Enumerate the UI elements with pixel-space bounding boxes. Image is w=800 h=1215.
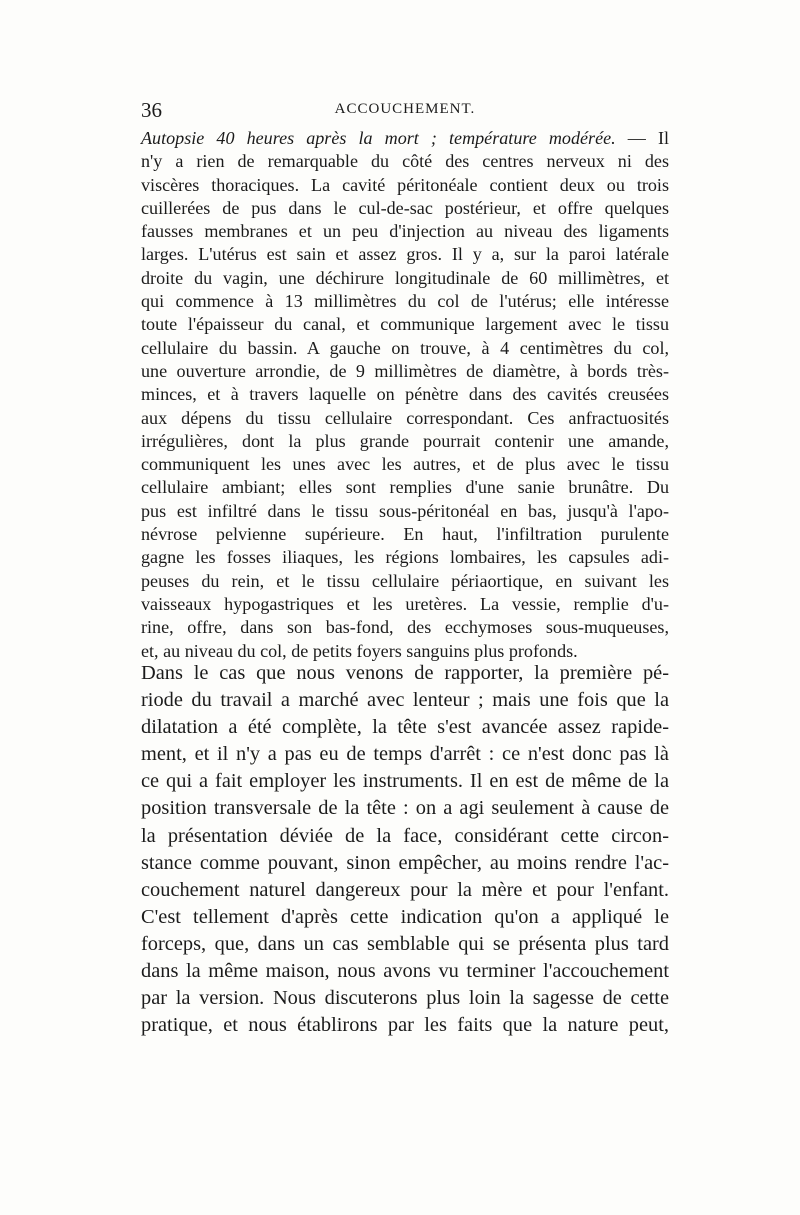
text-line: stance comme pouvant, sinon empêcher, au moins rendre l'ac- bbox=[141, 851, 669, 874]
text-line: viscères thoraciques. La cavité péritonéale contient deux ou trois bbox=[141, 174, 669, 195]
text-line: dilatation a été complète, la tête s'est avancée assez rapide- bbox=[141, 716, 669, 739]
text-line: communiquent les unes avec les autres, et de plus avec le tissu bbox=[141, 454, 669, 475]
text-line: forceps, que, dans un cas semblable qui se présenta plus tard bbox=[141, 932, 669, 955]
page-header bbox=[141, 98, 669, 122]
text-line: position transversale de la tête : on a agi seulement à cause de bbox=[141, 797, 669, 820]
text-line: pratique, et nous établirons par les faits que la nature peut, bbox=[141, 1014, 669, 1037]
text-line: vaisseaux hypogastriques et les uretères. La vessie, remplie d'u- bbox=[141, 593, 669, 614]
text-line: ment, et il n'y a pas eu de temps d'arrêt : ce n'est donc pas là bbox=[141, 743, 669, 766]
text-line: couchement naturel dangereux pour la mère et pour l'enfant. bbox=[141, 878, 669, 901]
text-line: qui commence à 13 millimètres du col de l'utérus; elle intéresse bbox=[141, 291, 669, 312]
text-line: ce qui a fait employer les instruments. Il en est de même de la bbox=[141, 770, 669, 793]
text-line: cuillerées de pus dans le cul-de-sac postérieur, et offre quelques bbox=[141, 197, 669, 218]
text-line: cellulaire ambiant; elles sont remplies d'une sanie brunâtre. Du bbox=[141, 477, 669, 498]
text-line bbox=[141, 127, 669, 150]
text-line: rine, offre, dans son bas-fond, des ecchymoses sous-muqueuses, bbox=[141, 617, 669, 638]
text-line: névrose pelvienne supérieure. En haut, l'infiltration purulente bbox=[141, 524, 669, 545]
discussion-paragraph bbox=[141, 660, 669, 1039]
text-line: cellulaire du bassin. A gauche on trouve, à 4 centimètres du col, bbox=[141, 337, 669, 358]
text-line: aux dépens du tissu cellulaire correspondant. Ces anfractuosités bbox=[141, 407, 669, 428]
text-line: et, au niveau du col, de petits foyers sanguins plus profonds. bbox=[141, 640, 578, 661]
text-line: droite du vagin, une déchirure longitudinale de 60 millimètres, et bbox=[141, 267, 669, 288]
text-line: minces, et à travers laquelle on pénètre dans des cavités creusées bbox=[141, 384, 669, 405]
running-head: ACCOUCHEMENT. bbox=[334, 101, 476, 117]
text-line: n'y a rien de remarquable du côté des centres nerveux ni des bbox=[141, 151, 669, 172]
text-line: la présentation déviée de la face, considérant cette circon- bbox=[141, 824, 669, 847]
autopsy-heading: Autopsie 40 heures après la mort ; température modérée. bbox=[141, 128, 616, 148]
text-line: une ouverture arrondie, de 9 millimètres de diamètre, à bords très- bbox=[141, 360, 669, 381]
text-line: riode du travail a marché avec lenteur ; mais une fois que la bbox=[141, 689, 669, 712]
text-line: pus est infiltré dans le tissu sous-péritonéal en bas, jusqu'à l'apo- bbox=[141, 500, 669, 521]
text-line: dans la même maison, nous avons vu terminer l'accouchement bbox=[141, 960, 669, 983]
text-line: toute l'épaisseur du canal, et communique largement avec le tissu bbox=[141, 314, 669, 335]
text-line: larges. L'utérus est sain et assez gros. Il y a, sur la paroi latérale bbox=[141, 244, 669, 265]
text-line: peuses du rein, et le tissu cellulaire périaortique, en suivant les bbox=[141, 570, 669, 591]
text-line: C'est tellement d'après cette indication qu'on a appliqué le bbox=[141, 905, 669, 928]
text-line: fausses membranes et un peu d'injection au niveau des ligaments bbox=[141, 221, 669, 242]
page-number: 36 bbox=[141, 98, 162, 122]
text-line: Dans le cas que nous venons de rapporter, la première pé- bbox=[141, 662, 669, 684]
text-line-continuation: — Il bbox=[615, 128, 669, 148]
autopsy-paragraph bbox=[141, 127, 669, 663]
text-line: irrégulières, dont la plus grande pourrait contenir une amande, bbox=[141, 430, 669, 451]
text-line: par la version. Nous discuterons plus loin la sagesse de cette bbox=[141, 987, 669, 1010]
text-line: gagne les fosses iliaques, les régions lombaires, les capsules adi- bbox=[141, 547, 669, 568]
